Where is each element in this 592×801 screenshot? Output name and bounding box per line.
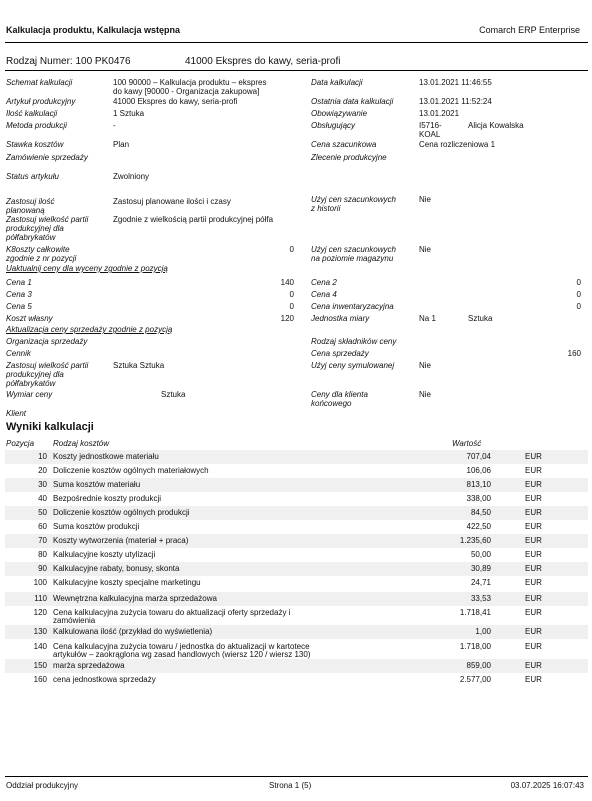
row-cost-type: Doliczenie kosztów ogólnych materiałowych <box>53 466 209 475</box>
stawka-value: Plan <box>113 140 130 149</box>
table-row <box>5 534 588 548</box>
row-currency: EUR <box>525 661 542 670</box>
klient-label: Klient <box>6 409 27 418</box>
row-currency: EUR <box>525 627 542 636</box>
row-position: 30 <box>38 480 47 489</box>
footer-rule <box>5 776 588 777</box>
row-cost-type: marża sprzedażowa <box>53 661 125 670</box>
ceny-klient-value: Nie <box>419 390 432 399</box>
row-amount: 84,50 <box>470 508 491 517</box>
table-row <box>5 640 588 659</box>
uzyj-cen-magazynu-label-2: na poziomie magazynu <box>311 254 394 263</box>
row-position: 160 <box>33 675 47 684</box>
ilosc-value: 1 Sztuka <box>113 109 145 118</box>
schemat-value-line2: do kawy [90000 - Organizacja zakupowa] <box>113 87 260 96</box>
cennik-label: Cennik <box>6 349 31 358</box>
page-number: Strona 1 (5) <box>269 781 312 790</box>
column-header-wartosc: Wartość <box>452 439 482 448</box>
row-amount: 338,00 <box>466 494 491 503</box>
row-currency: EUR <box>525 466 542 475</box>
table-row <box>5 673 588 687</box>
rodzaj-numer: Rodzaj Numer: 100 PK0476 <box>6 56 131 67</box>
row-cost-type: Kalkulacyjne koszty specjalne marketingu <box>53 578 201 587</box>
cena5-label: Cena 5 <box>6 302 32 311</box>
koszty-calkowite-value: 0 <box>289 245 294 254</box>
row-position: 80 <box>38 550 47 559</box>
uzyj-ceny-symulowanej-value: Nie <box>419 361 432 370</box>
row-cost-type: Doliczenie kosztów ogólnych produkcji <box>53 508 190 517</box>
row-cost-type-continued: artykułów – zaokrąglona wg zasad handlowych (wiersz 120 / wiersz 130) <box>53 650 311 659</box>
zlecenie-produkcyjne-label: Zlecenie produkcyjne <box>311 153 387 162</box>
uzyj-cen-historii-label-2: z historii <box>311 204 341 213</box>
table-row <box>5 520 588 534</box>
row-amount: 1.718,41 <box>459 608 491 617</box>
artykul-label: Artykuł produkcyjny <box>6 97 76 106</box>
row-amount: 1.718,00 <box>459 642 491 651</box>
obslugujacy-label: Obsługujący <box>311 121 356 130</box>
row-position: 60 <box>38 522 47 531</box>
zastosuj-wielkosc-value: Zgodnie z wielkością partii produkcyjnej półfa <box>113 215 274 224</box>
zastosuj-ilosc-label-1: Zastosuj ilość <box>6 197 55 206</box>
row-position: 70 <box>38 536 47 545</box>
organizacja-sprzedazy-label: Organizacja sprzedaży <box>6 337 88 346</box>
obowiazywanie-value: 13.01.2021 <box>419 109 460 118</box>
obslugujacy-name: Alicja Kowalska <box>468 121 524 130</box>
row-position: 120 <box>33 608 47 617</box>
ceny-klient-label-2: końcowego <box>311 399 352 408</box>
table-row <box>5 625 588 639</box>
obowiazywanie-label: Obowiązywanie <box>311 109 368 118</box>
table-row <box>5 492 588 506</box>
row-cost-type: cena jednostkowa sprzedaży <box>53 675 156 684</box>
column-header-pozycja: Pozycja <box>6 439 35 448</box>
row-amount: 813,10 <box>466 480 491 489</box>
cena-sprzedazy-value: 160 <box>567 349 581 358</box>
jednostka-miary-label: Jednostka miary <box>311 314 370 323</box>
cena-szacunkowa-value: Cena rozliczeniowa 1 <box>419 140 496 149</box>
row-currency: EUR <box>525 480 542 489</box>
header-rule <box>5 42 588 43</box>
row-cost-type: Koszty wytworzenia (materiał + praca) <box>53 536 189 545</box>
row-cost-type: Cena kalkulacyjna zużycia towaru do aktualizacji oferty sprzedaży i <box>53 608 291 617</box>
zastosuj-wielkosc-label-2: produkcyjnej dla <box>6 224 64 233</box>
cena2-label: Cena 2 <box>311 278 337 287</box>
uzyj-cen-historii-label-1: Użyj cen szacunkowych <box>311 195 396 204</box>
row-cost-type: Kalkulacyjne koszty utylizacji <box>53 550 156 559</box>
row-position: 110 <box>34 594 47 603</box>
uzyj-cen-magazynu-value: Nie <box>419 245 432 254</box>
table-row <box>5 478 588 492</box>
row-position: 50 <box>38 508 47 517</box>
cena1-label: Cena 1 <box>6 278 32 287</box>
cena5-value: 0 <box>289 302 294 311</box>
stawka-label: Stawka kosztów <box>6 140 64 149</box>
row-position: 90 <box>38 564 47 573</box>
row-amount: 422,50 <box>466 522 491 531</box>
row-cost-type: Cena kalkulacyjna zużycia towaru / jednostka do aktualizacji w kartotece <box>53 642 310 651</box>
zamowienie-label: Zamówienie sprzedaży <box>6 153 88 162</box>
row-amount: 24,71 <box>470 578 491 587</box>
obslugujacy-id-line2: KOAL <box>419 130 441 139</box>
row-currency: EUR <box>525 494 542 503</box>
row-amount: 859,00 <box>466 661 491 670</box>
uzyj-ceny-symulowanej-label: Użyj ceny symulowanej <box>311 361 395 370</box>
row-currency: EUR <box>525 536 542 545</box>
zastosuj-wielkosc2-label-1: Zastosuj wielkość partii <box>6 361 89 370</box>
row-cost-type: Bezpośrednie koszty produkcji <box>53 494 162 503</box>
row-position: 140 <box>33 642 47 651</box>
data-kalkulacji-label: Data kalkulacji <box>311 78 363 87</box>
jednostka-miary-value: Na 1 <box>419 314 436 323</box>
cena4-value: 0 <box>576 290 581 299</box>
table-row <box>5 592 588 606</box>
table-row <box>5 606 588 625</box>
row-cost-type-continued: zamówienia <box>53 616 96 625</box>
row-cost-type: Kalkulowana ilość (przykład do wyświetlenia) <box>53 627 213 636</box>
table-row <box>5 464 588 478</box>
footer-department: Oddział produkcyjny <box>6 781 79 790</box>
table-row <box>5 506 588 520</box>
status-value: Zwolniony <box>113 172 150 181</box>
row-amount: 2.577,00 <box>459 675 491 684</box>
uzyj-cen-historii-value: Nie <box>419 195 432 204</box>
zastosuj-wielkosc-label-1: Zastosuj wielkość partii <box>6 215 89 224</box>
zastosuj-wielkosc2-value: Sztuka Sztuka <box>113 361 165 370</box>
print-timestamp: 03.07.2025 16:07:43 <box>510 781 584 790</box>
row-position: 150 <box>33 661 47 670</box>
cena-inwentaryzacyjna-value: 0 <box>576 302 581 311</box>
row-currency: EUR <box>525 642 542 651</box>
report-title: Kalkulacja produktu, Kalkulacja wstępna <box>6 25 181 35</box>
row-cost-type: Koszty jednostkowe materiału <box>53 452 159 461</box>
table-row <box>5 576 588 590</box>
schemat-value-line1: 100 90000 – Kalkulacja produktu – ekspres <box>113 78 267 87</box>
row-currency: EUR <box>525 608 542 617</box>
row-position: 100 <box>33 578 47 587</box>
cena-szacunkowa-label: Cena szacunkowa <box>311 140 377 149</box>
status-label: Status artykułu <box>6 172 59 181</box>
metoda-value: - <box>113 121 116 130</box>
artykul-value: 41000 Ekspres do kawy, seria-profi <box>113 97 238 106</box>
row-cost-type: Suma kosztów produkcji <box>53 522 140 531</box>
uaktualnij-heading: Uaktualnij ceny dla wyceny zgodnie z pozycją <box>6 264 168 273</box>
table-row <box>5 659 588 673</box>
rodzaj-skladnikow-label: Rodzaj składników ceny <box>311 337 397 346</box>
row-position: 130 <box>33 627 47 636</box>
row-currency: EUR <box>525 594 542 603</box>
section-title: Wyniki kalkulacji <box>6 421 94 433</box>
obslugujacy-id-line1: I5716- <box>419 121 442 130</box>
ilosc-label: Ilość kalkulacji <box>6 109 58 118</box>
row-cost-type: Kalkulacyjne rabaty, bonusy, skonta <box>53 564 180 573</box>
row-currency: EUR <box>525 550 542 559</box>
cena-inwentaryzacyjna-label: Cena inwentaryzacyjna <box>311 302 394 311</box>
wymiar-ceny-label: Wymiar ceny <box>6 390 53 399</box>
ostatnia-data-label: Ostatnia data kalkulacji <box>311 97 394 106</box>
row-cost-type: Wewnętrzna kalkulacyjna marża sprzedażowa <box>53 594 217 603</box>
cena2-value: 0 <box>576 278 581 287</box>
jednostka-miary-unit: Sztuka <box>468 314 493 323</box>
uzyj-cen-magazynu-label-1: Użyj cen szacunkowych <box>311 245 396 254</box>
aktualizacja-heading: Aktualizacja ceny sprzedaży zgodnie z pozycją <box>6 325 173 334</box>
cena-sprzedazy-label: Cena sprzedaży <box>311 349 369 358</box>
koszty-calkowite-label-2: zgodnie z nr pozycji <box>6 254 77 263</box>
ceny-klient-label-1: Ceny dla klienta <box>311 390 368 399</box>
row-position: 10 <box>38 452 47 461</box>
cena4-label: Cena 4 <box>311 290 337 299</box>
row-amount: 106,06 <box>466 466 491 475</box>
table-row <box>5 562 588 576</box>
column-header-rodzaj: Rodzaj kosztów <box>53 439 110 448</box>
row-currency: EUR <box>525 578 542 587</box>
cena1-value: 140 <box>280 278 294 287</box>
koszt-wlasny-label: Koszt własny <box>6 314 53 323</box>
row-amount: 33,53 <box>470 594 491 603</box>
data-kalkulacji-value: 13.01.2021 11:46:55 <box>419 78 492 87</box>
subheader-rule <box>5 70 588 71</box>
brand-name: Comarch ERP Enterprise <box>479 25 580 35</box>
metoda-label: Metoda produkcji <box>6 121 67 130</box>
ostatnia-data-value: 13.01.2021 11:52:24 <box>419 97 492 106</box>
row-amount: 1.235,60 <box>459 536 491 545</box>
cena3-label: Cena 3 <box>6 290 32 299</box>
zastosuj-ilosc-label-2: planowaną <box>6 206 45 215</box>
row-position: 20 <box>38 466 47 475</box>
row-position: 40 <box>38 494 47 503</box>
row-amount: 30,89 <box>470 564 491 573</box>
row-currency: EUR <box>525 564 542 573</box>
zastosuj-ilosc-value: Zastosuj planowane ilości i czasy <box>113 197 231 206</box>
row-currency: EUR <box>525 522 542 531</box>
row-amount: 1,00 <box>475 627 491 636</box>
koszty-calkowite-label-1: K8oszty całkowite <box>6 245 70 254</box>
row-amount: 707,04 <box>466 452 491 461</box>
cena3-value: 0 <box>289 290 294 299</box>
row-currency: EUR <box>525 675 542 684</box>
zastosuj-wielkosc-label-3: półfabrykatów <box>6 233 56 242</box>
table-row <box>5 548 588 562</box>
row-cost-type: Suma kosztów materiału <box>53 480 141 489</box>
koszt-wlasny-value: 120 <box>280 314 294 323</box>
zastosuj-wielkosc2-label-3: półfabrykatów <box>6 379 56 388</box>
zastosuj-wielkosc2-label-2: produkcyjnej dla <box>6 370 64 379</box>
product-name: 41000 Ekspres do kawy, seria-profi <box>185 56 341 67</box>
wymiar-ceny-value: Sztuka <box>161 390 186 399</box>
row-currency: EUR <box>525 452 542 461</box>
schemat-label: Schemat kalkulacji <box>6 78 73 87</box>
table-row <box>5 450 588 464</box>
row-currency: EUR <box>525 508 542 517</box>
row-amount: 50,00 <box>470 550 491 559</box>
